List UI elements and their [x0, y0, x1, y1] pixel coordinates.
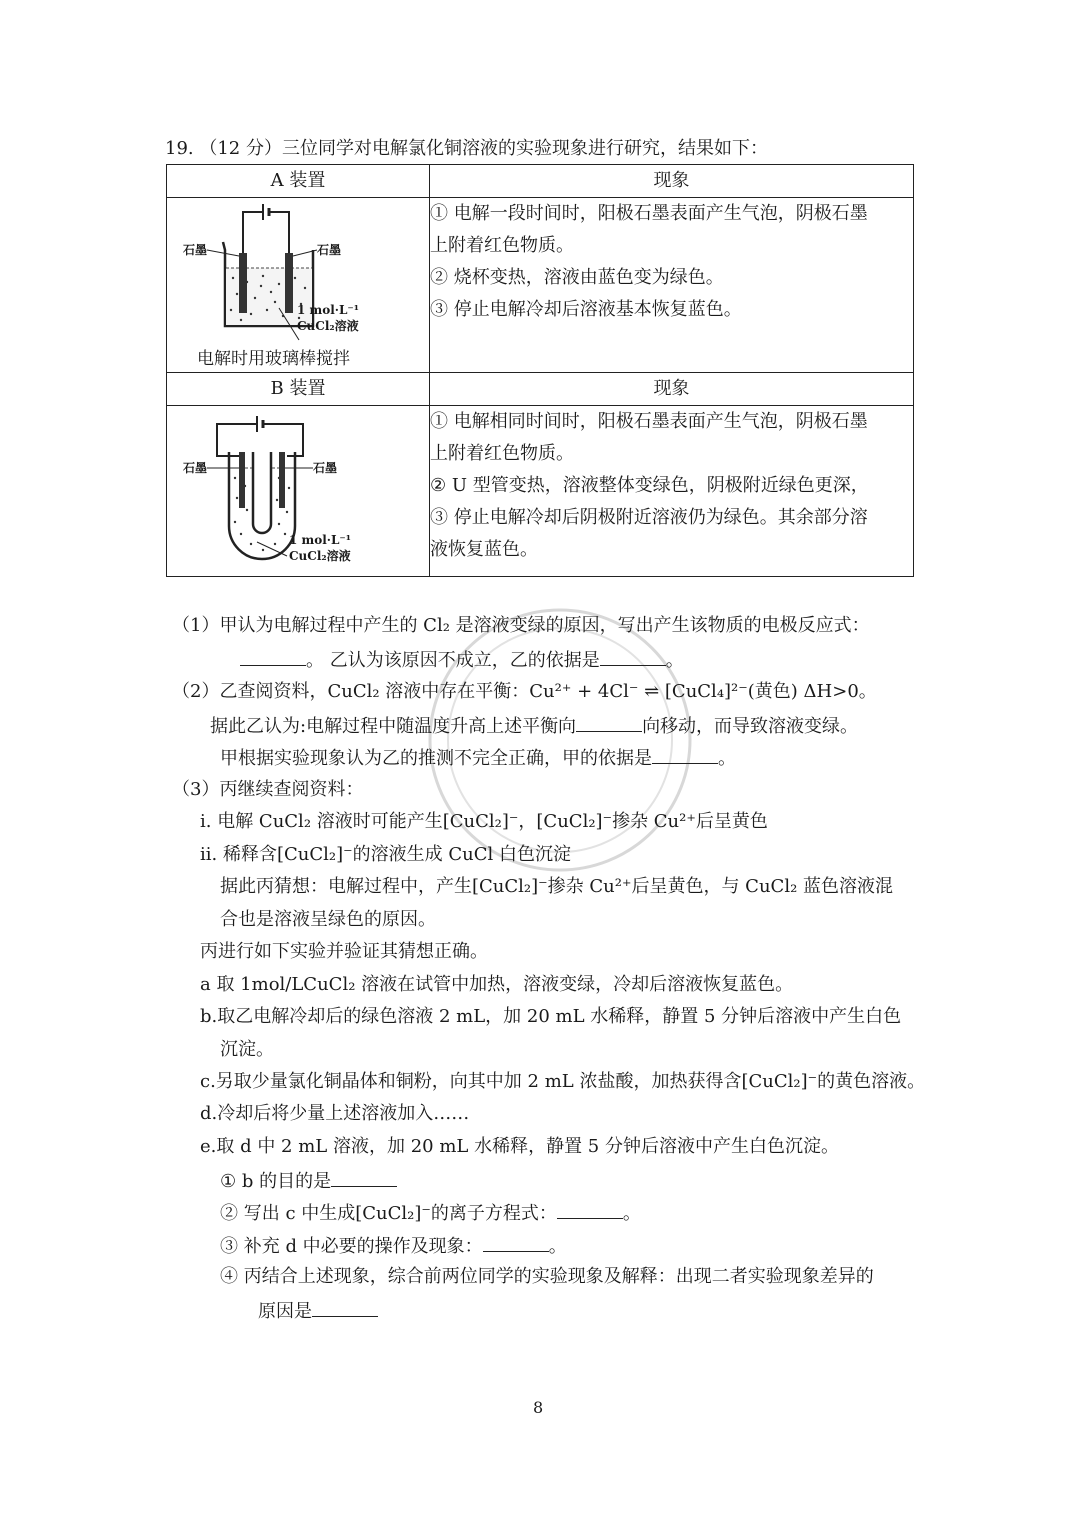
subquestion-3: ③ 补充 d 中必要的操作及现象： 。 — [220, 1233, 567, 1259]
step-e: e.取 d 中 2 mL 溶液，加 20 mL 水稀释，静置 5 分钟后溶液中产生白色沉淀。 — [200, 1136, 839, 1157]
step-b-line1: b.取乙电解冷却后的绿色溶液 2 mL，加 20 mL 水稀释，静置 5 分钟后溶液中产生白色 — [200, 1006, 902, 1027]
answer-blank[interactable] — [483, 1233, 549, 1252]
right-electrode-label: 石墨 — [313, 461, 338, 475]
part3-line1: （3）丙继续查阅资料： — [172, 779, 364, 800]
answer-blank[interactable] — [331, 1168, 397, 1187]
a-phenomenon-line: ② 烧杯变热，溶液由蓝色变为绿色。 — [430, 267, 724, 288]
left-electrode-label: 石墨 — [183, 461, 208, 475]
b-phenomenon-line: ③ 停止电解冷却后阴极附近溶液仍为绿色。其余部分溶 — [430, 507, 868, 528]
part3-ref-ii: ii. 稀释含[CuCl₂]⁻的溶液生成 CuCl 白色沉淀 — [200, 844, 571, 865]
part3-verify: 丙进行如下实验并验证其猜想正确。 — [200, 941, 488, 962]
step-c: c.另取少量氯化铜晶体和铜粉，向其中加 2 mL 浓盐酸，加热获得含[CuCl₂]⁻的黄色溶液。 — [200, 1071, 926, 1092]
subquestion-4-line1: ④ 丙结合上述现象，综合前两位同学的实验现象及解释：出现二者实验现象差异的 — [220, 1266, 874, 1287]
subquestion-1: ① b 的目的是 — [220, 1168, 397, 1194]
a-apparatus-header: A 装置 — [167, 165, 430, 198]
concentration-label: 1 mol·L⁻¹ — [289, 533, 351, 547]
solution-label: CuCl₂溶液 — [289, 549, 351, 563]
part3-guess-line2: 合也是溶液呈绿色的原因。 — [220, 909, 436, 930]
part2-line1: （2）乙查阅资料，CuCl₂ 溶液中存在平衡：Cu²⁺ + 4Cl⁻ ⇌ [CuCl₄]²⁻(黄色) ΔH>0。 — [172, 681, 877, 702]
b-phenomenon-line: ① 电解相同时间时，阳极石墨表面产生气泡，阴极石墨 — [430, 411, 868, 432]
answer-blank[interactable] — [652, 745, 718, 764]
subquestion-4-line2: 原因是 — [258, 1298, 378, 1324]
b-phenomenon-header: 现象 — [430, 373, 914, 406]
step-b-line2: 沉淀。 — [220, 1039, 274, 1060]
question-title: 19. （12 分）三位同学对电解氯化铜溶液的实验现象进行研究，结果如下： — [165, 138, 768, 159]
answer-blank[interactable] — [557, 1200, 623, 1219]
part1-line2: 。 乙认为该原因不成立，乙的依据是 。 — [240, 647, 684, 673]
b-phenomenon-line: 上附着红色物质。 — [430, 443, 574, 464]
concentration-label: 1 mol·L⁻¹ — [297, 303, 359, 317]
b-apparatus-header: B 装置 — [167, 373, 430, 406]
subquestion-2: ② 写出 c 中生成[CuCl₂]⁻的离子方程式： 。 — [220, 1200, 641, 1226]
b-phenomenon-line: 液恢复蓝色。 — [430, 539, 538, 560]
solution-label: CuCl₂溶液 — [297, 319, 359, 333]
part3-guess-line1: 据此丙猜想：电解过程中，产生[CuCl₂]⁻掺杂 Cu²⁺后呈黄色，与 CuCl₂ 蓝色溶液混 — [220, 876, 894, 897]
a-phenomenon-line: 上附着红色物质。 — [430, 235, 574, 256]
answer-blank[interactable] — [600, 647, 666, 666]
b-phenomenon-line: ② U 型管变热，溶液整体变绿色，阴极附近绿色更深， — [430, 475, 869, 496]
part2-line2: 据此乙认为:电解过程中随温度升高上述平衡向 向移动，而导致溶液变绿。 — [210, 713, 858, 739]
part3-ref-i: i. 电解 CuCl₂ 溶液时可能产生[CuCl₂]⁻，[CuCl₂]⁻掺杂 Cu²⁺后呈黄色 — [200, 811, 768, 832]
answer-blank[interactable] — [312, 1298, 378, 1317]
answer-blank[interactable] — [576, 713, 642, 732]
part1-line1: （1）甲认为电解过程中产生的 Cl₂ 是溶液变绿的原因，写出产生该物质的电极反应式： — [172, 615, 870, 636]
left-electrode-label: 石墨 — [183, 243, 208, 257]
answer-blank[interactable] — [240, 647, 306, 666]
right-electrode-label: 石墨 — [317, 243, 342, 257]
page-number: 8 — [533, 1398, 544, 1417]
step-d: d.冷却后将少量上述溶液加入…… — [200, 1103, 470, 1124]
a-apparatus-cell — [167, 198, 430, 373]
a-phenomena-cell — [430, 198, 914, 373]
a-phenomenon-line: ③ 停止电解冷却后溶液基本恢复蓝色。 — [430, 299, 742, 320]
a-apparatus-caption: 电解时用玻璃棒搅拌 — [197, 349, 350, 369]
experiment-table — [166, 164, 914, 577]
b-phenomena-cell — [430, 406, 914, 577]
part2-line3: 甲根据实验现象认为乙的推测不完全正确，甲的依据是 。 — [220, 745, 736, 771]
a-phenomenon-line: ① 电解一段时间时，阳极石墨表面产生气泡，阴极石墨 — [430, 203, 868, 224]
b-apparatus-cell — [167, 406, 430, 577]
a-phenomenon-header: 现象 — [430, 165, 914, 198]
step-a: a 取 1mol/LCuCl₂ 溶液在试管中加热，溶液变绿，冷却后溶液恢复蓝色。 — [200, 974, 794, 995]
